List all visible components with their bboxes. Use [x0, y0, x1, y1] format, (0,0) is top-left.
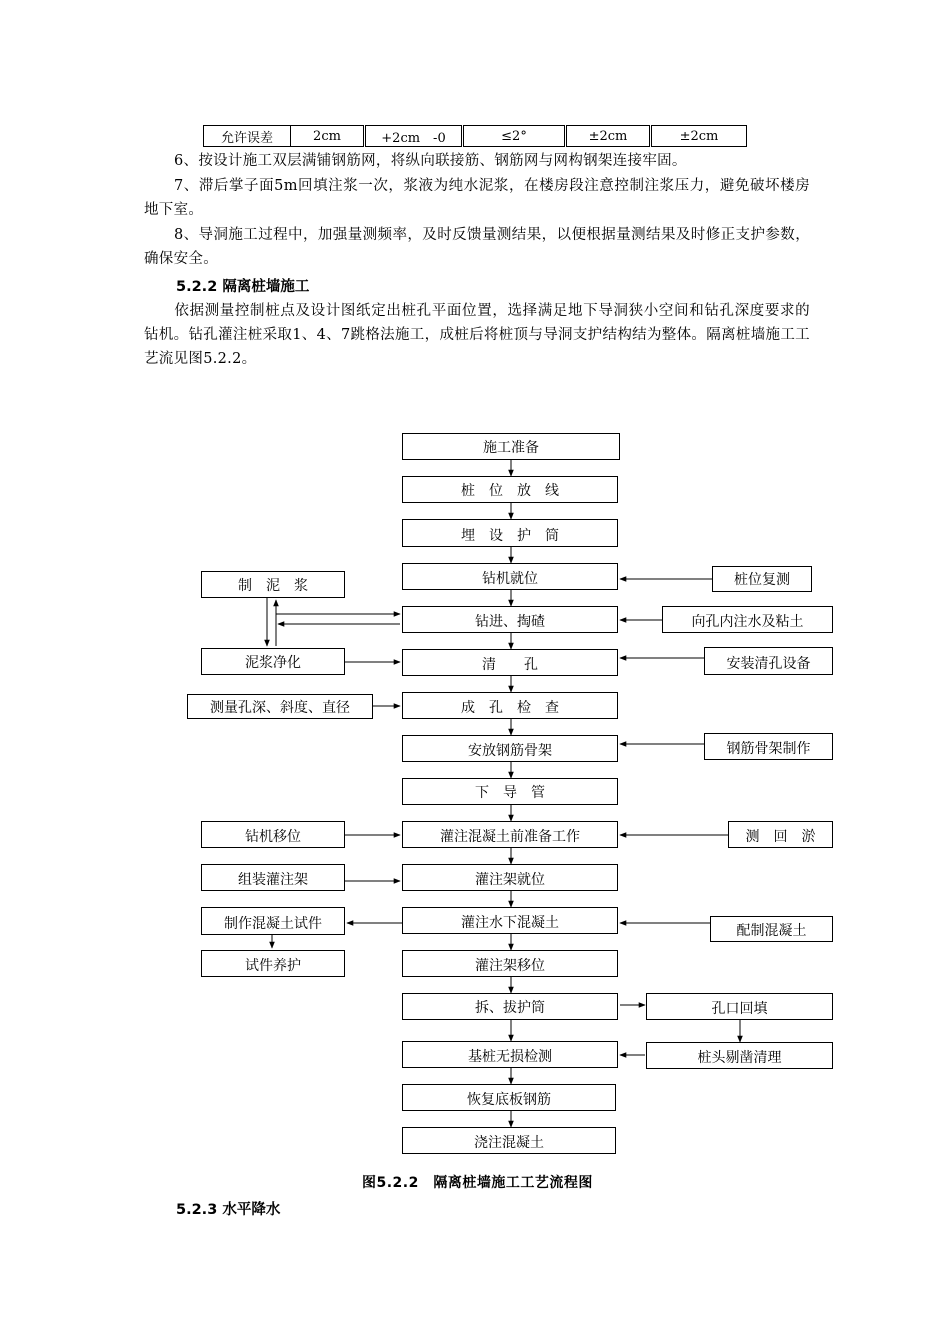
flow-step-rig-position: 钻机就位 [402, 563, 618, 590]
table-cell: 2cm [291, 126, 365, 147]
flow-step-rack-move: 灌注架移位 [402, 950, 618, 977]
flow-step-rebar-restore: 恢复底板钢筋 [402, 1084, 616, 1111]
figure-caption: 图5.2.2 隔离桩墙施工工艺流程图 [362, 1175, 593, 1191]
table-cell: ≤2° [463, 126, 566, 147]
table-cell: ±2cm [651, 126, 747, 147]
flow-side-rig-move: 钻机移位 [201, 821, 345, 848]
flow-side-pile-recheck: 桩位复测 [712, 566, 812, 592]
flow-side-make-mud: 制 泥 浆 [201, 571, 345, 598]
paragraph-text: 6、按设计施工双层满铺钢筋网，将纵向联接筋、钢筋网与网构钢架连接牢固。 [174, 153, 687, 169]
flow-step-tremie: 下 导 管 [402, 778, 618, 805]
flow-side-chip-clean: 桩头剔凿清理 [646, 1042, 833, 1069]
flow-step-ndt: 基桩无损检测 [402, 1041, 618, 1068]
flow-step-concrete-pour: 浇注混凝土 [402, 1127, 616, 1154]
flow-step-hole-clean: 清 孔 [402, 649, 618, 676]
paragraph-text: 依据测量控制桩点及设计图纸定出桩孔平面位置，选择满足地下导洞狭小空间和钻孔深度要求的钻机。钻孔灌注桩采取1、4、7跳格法施工，成桩后将桩顶与导洞支护结构结为整体。隔离桩墙施工工艺流见图5.2.2。 [144, 303, 810, 367]
flow-side-sample-cure: 试件养护 [201, 950, 345, 977]
flow-side-mix-concrete: 配制混凝土 [710, 916, 833, 942]
table-cell: ±2cm [566, 126, 651, 147]
flow-side-measure: 测量孔深、斜度、直径 [187, 694, 373, 719]
paragraph-text: 7、滞后掌子面5m回填注浆一次，浆液为纯水泥浆，在楼房段注意控制注浆压力，避免破坏楼房地下室。 [144, 178, 810, 218]
flow-step-underwater-pour: 灌注水下混凝土 [402, 907, 618, 934]
flow-step-pre-pour: 灌注混凝土前准备工作 [402, 821, 618, 848]
flow-side-cage-make: 钢筋骨架制作 [704, 733, 833, 760]
flow-step-prepare: 施工准备 [402, 433, 620, 460]
flow-side-assemble-rack: 组装灌注架 [201, 864, 345, 891]
flow-step-casing-remove: 拆、拔护筒 [402, 993, 618, 1020]
paragraph-text: 8、导洞施工过程中，加强量测频率，及时反馈量测结果，以便根据量测结果及时修正支护参数，确保安全。 [144, 227, 810, 267]
flow-side-inject-water: 向孔内注水及粘土 [662, 606, 833, 633]
flow-step-hole-inspect: 成 孔 检 查 [402, 692, 618, 719]
flow-step-casing: 埋 设 护 筒 [402, 519, 618, 547]
flow-side-mud-purify: 泥浆净化 [201, 648, 345, 675]
section-heading-523: 5.2.3 水平降水 [176, 1202, 281, 1218]
flow-step-drilling: 钻进、掏碴 [402, 606, 618, 633]
flow-side-backfill: 孔口回填 [646, 993, 833, 1020]
section-heading-522: 5.2.2 隔离桩墙施工 [176, 279, 310, 295]
flow-step-rack-place: 灌注架就位 [402, 864, 618, 891]
table-cell: 允许误差 [204, 126, 291, 147]
flow-side-install-cleaning: 安装清孔设备 [704, 647, 833, 675]
flow-side-measure-silt: 测 回 淤 [728, 821, 833, 848]
flow-side-make-sample: 制作混凝土试件 [201, 907, 345, 935]
flow-step-layout: 桩 位 放 线 [402, 476, 618, 503]
flow-step-cage-place: 安放钢筋骨架 [402, 735, 618, 762]
table-cell: +2cm -0 [365, 126, 463, 147]
